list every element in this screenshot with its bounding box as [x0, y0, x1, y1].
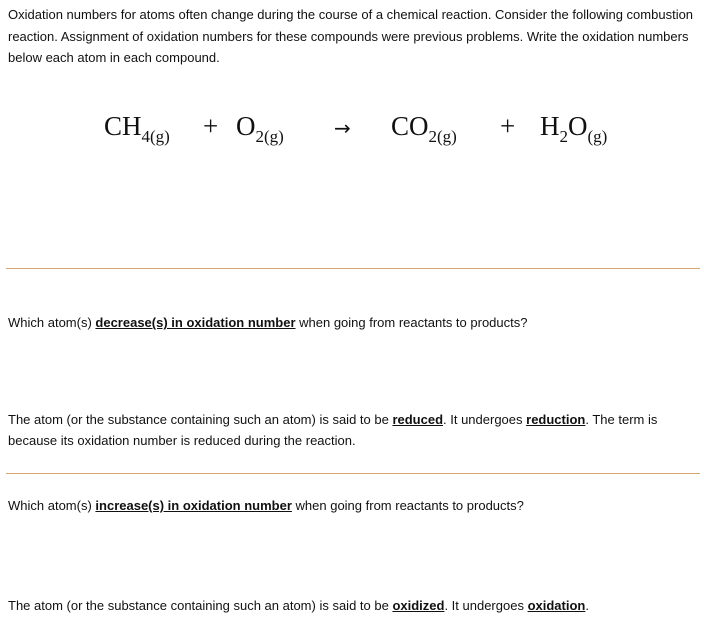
reactant-o2: $O_{2(g)}$ — [236, 111, 284, 146]
reaction-arrow: → — [334, 116, 351, 140]
reduced-statement: The atom (or the substance containing such an atom) is said to be reduced. It undergoes reduction. The term is because its oxidation number is reduced during the reaction. — [8, 412, 658, 448]
term-reduced: reduced — [392, 412, 444, 427]
product-h2o: $H_2O_{(g)}$ — [540, 111, 608, 146]
oxidized-statement: The atom (or the substance containing such an atom) is said to be oxidized. It undergoes oxidation. — [8, 598, 589, 613]
intro-paragraph: Oxidation numbers for atoms often change during the course of a chemical reaction. Consider the following combustion reaction. Assignment of oxidation numbers for these compounds were previous problems. Write the oxidation numbers below each atom in each compound. — [8, 7, 694, 65]
plus-sign: + — [203, 111, 219, 141]
emphasis-decrease: decrease(s) in oxidation number — [95, 315, 296, 330]
emphasis-increase: increase(s) in oxidation number — [95, 498, 292, 513]
divider — [6, 473, 700, 474]
question-decrease: Which atom(s) decrease(s) in oxidation number when going from reactants to products? — [8, 315, 528, 330]
term-oxidized: oxidized — [392, 598, 445, 613]
plus-sign: + — [500, 111, 516, 141]
term-reduction: reduction — [526, 412, 586, 427]
reactant-ch4: $CH_{4(g)}$ — [104, 111, 170, 146]
combustion-equation — [0, 106, 708, 150]
product-co2: $CO_{2(g)}$ — [391, 111, 457, 146]
question-increase: Which atom(s) increase(s) in oxidation number when going from reactants to products? — [8, 498, 524, 513]
divider — [6, 268, 700, 269]
term-oxidation: oxidation — [527, 598, 586, 613]
